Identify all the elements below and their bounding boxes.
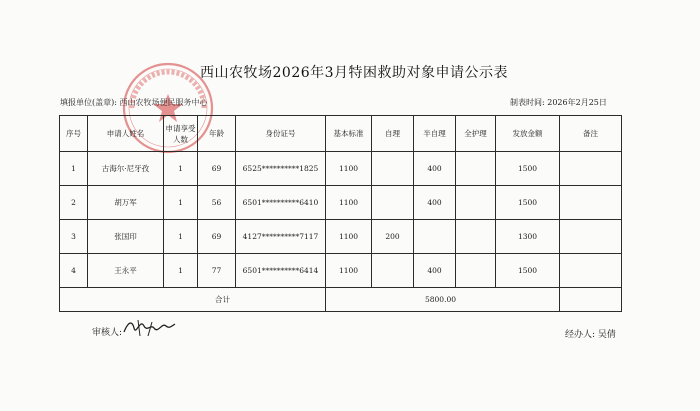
total-remark	[560, 288, 622, 312]
page-title: 西山农牧场2026年3月特困救助对象申请公示表	[200, 65, 509, 81]
cell-semi-care: 400	[414, 186, 456, 220]
cell-amount: 1300	[496, 220, 560, 254]
table-date-label: 制表时间:	[510, 98, 545, 107]
cell-name: 胡万军	[88, 186, 164, 220]
cell-amount: 1500	[496, 254, 560, 288]
table-row	[60, 152, 622, 186]
header-id: 身份证号	[236, 116, 326, 152]
cell-seq: 2	[60, 186, 88, 220]
cell-standard: 1100	[326, 220, 372, 254]
cell-name: 张国印	[88, 220, 164, 254]
cell-remark	[560, 254, 622, 288]
cell-count: 1	[164, 220, 198, 254]
table-date	[510, 97, 607, 108]
total-row	[60, 288, 622, 312]
cell-semi-care: 400	[414, 254, 456, 288]
cell-standard: 1100	[326, 152, 372, 186]
cell-count: 1	[164, 254, 198, 288]
fill-unit-label: 填报单位(盖章):	[60, 98, 117, 107]
relief-table	[59, 115, 622, 312]
table-row	[60, 220, 622, 254]
cell-full-care	[456, 254, 496, 288]
cell-seq: 1	[60, 152, 88, 186]
cell-count: 1	[164, 152, 198, 186]
cell-remark	[560, 152, 622, 186]
header-name: 申请人姓名	[88, 116, 164, 152]
table-header-row	[60, 116, 622, 152]
header-standard: 基本标准	[326, 116, 372, 152]
cell-full-care	[456, 186, 496, 220]
cell-semi-care	[414, 220, 456, 254]
total-amount: 5800.00	[326, 288, 560, 312]
table-row	[60, 186, 622, 220]
table-row	[60, 254, 622, 288]
cell-standard: 1100	[326, 254, 372, 288]
cell-count: 1	[164, 186, 198, 220]
cell-age: 56	[198, 186, 236, 220]
fill-unit-value: 西山农牧场便民服务中心	[119, 98, 208, 107]
header-semi-care: 半自理	[414, 116, 456, 152]
reviewer-signature	[118, 314, 178, 340]
header-remark: 备注	[560, 116, 622, 152]
handler-label: 经办人:	[565, 330, 596, 340]
cell-age: 77	[198, 254, 236, 288]
table-date-value: 2026年2月25日	[547, 98, 607, 107]
cell-self-care	[372, 254, 414, 288]
cell-full-care	[456, 152, 496, 186]
cell-amount: 1500	[496, 186, 560, 220]
cell-id: 6501**********6414	[236, 254, 326, 288]
cell-self-care: 200	[372, 220, 414, 254]
header-count: 申请享受人数	[164, 116, 198, 152]
header-full-care: 全护理	[456, 116, 496, 152]
handler	[565, 327, 616, 340]
header-self-care: 自理	[372, 116, 414, 152]
cell-id: 6525**********1825	[236, 152, 326, 186]
cell-semi-care: 400	[414, 152, 456, 186]
cell-seq: 3	[60, 220, 88, 254]
fill-unit	[60, 97, 207, 108]
header-seq: 序号	[60, 116, 88, 152]
header-amount: 发放金额	[496, 116, 560, 152]
cell-remark	[560, 186, 622, 220]
reviewer-label: 审核人:	[92, 328, 123, 338]
cell-seq: 4	[60, 254, 88, 288]
cell-id: 6501**********6410	[236, 186, 326, 220]
cell-self-care	[372, 186, 414, 220]
total-label: 合计	[60, 288, 326, 312]
cell-standard: 1100	[326, 186, 372, 220]
cell-name: 古海尔·尼牙孜	[88, 152, 164, 186]
cell-amount: 1500	[496, 152, 560, 186]
cell-name: 王永平	[88, 254, 164, 288]
cell-age: 69	[198, 220, 236, 254]
cell-full-care	[456, 220, 496, 254]
cell-self-care	[372, 152, 414, 186]
cell-age: 69	[198, 152, 236, 186]
header-age: 年龄	[198, 116, 236, 152]
cell-id: 4127**********7117	[236, 220, 326, 254]
handler-name: 吴倩	[597, 330, 616, 340]
cell-remark	[560, 220, 622, 254]
